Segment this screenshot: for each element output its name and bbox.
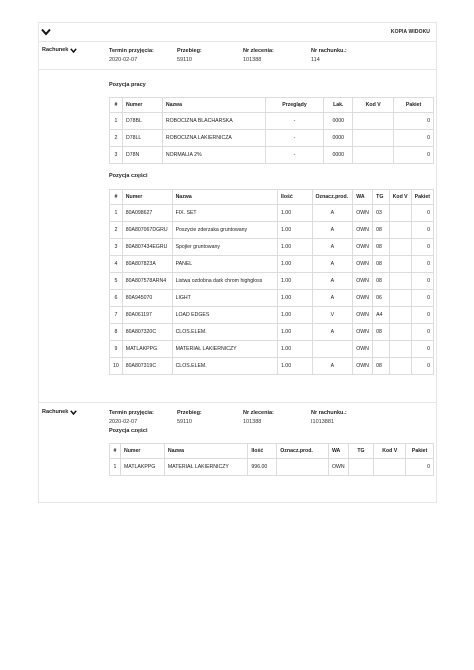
- table-cell: [389, 341, 411, 358]
- chevron-down-icon: [70, 48, 77, 53]
- rachunek-label: Rachunek: [42, 409, 69, 415]
- col-header: Kod V: [374, 444, 406, 459]
- table-cell: -: [265, 113, 324, 130]
- table-cell: 08: [373, 358, 389, 375]
- table-row: [110, 130, 434, 147]
- table-cell: MATLAKPPG: [122, 341, 172, 358]
- table-cell: FIX. SET: [172, 205, 277, 222]
- table-cell: OWN: [353, 239, 373, 256]
- copy-view-button[interactable]: KOPIA WIDOKU: [390, 29, 430, 35]
- table-cell: MATLAKPPG: [120, 459, 164, 476]
- table-cell: A: [312, 239, 353, 256]
- termin-value: 2020-02-07: [109, 419, 138, 425]
- col-header: Ilość: [277, 190, 312, 205]
- table-cell: 0: [411, 290, 433, 307]
- przebieg-value: 59110: [177, 57, 192, 63]
- table-cell: 2: [110, 222, 123, 239]
- table-cell: A: [312, 324, 353, 341]
- col-header: #: [110, 444, 121, 459]
- table-cell: 08: [373, 324, 389, 341]
- table-cell: 1.00: [277, 307, 312, 324]
- table-cell: A: [312, 273, 353, 290]
- table-cell: [389, 358, 411, 375]
- table-cell: Spojler gruntowany: [172, 239, 277, 256]
- table-cell: V: [312, 307, 353, 324]
- table-row: [110, 222, 434, 239]
- divider: [39, 402, 436, 403]
- parts-table-2: [109, 443, 434, 476]
- col-header: Oznacz.prod.: [312, 190, 353, 205]
- col-header: Oznacz.prod.: [277, 444, 329, 459]
- table-cell: 80A807578ARN4: [122, 273, 172, 290]
- table-cell: MATERIAŁ LAKIERNICZY: [164, 459, 248, 476]
- table-cell: 08: [373, 273, 389, 290]
- table-cell: [389, 290, 411, 307]
- table-cell: 0: [411, 341, 433, 358]
- table-cell: [353, 147, 394, 164]
- table-cell: Listwa ozdobna dark chrom highgloss: [172, 273, 277, 290]
- table-row: [110, 239, 434, 256]
- table-cell: [374, 459, 406, 476]
- table-cell: A: [312, 358, 353, 375]
- table-cell: 0: [411, 239, 433, 256]
- table-cell: 08: [373, 256, 389, 273]
- col-header: Pakiet: [406, 444, 434, 459]
- table-cell: OWN: [328, 459, 348, 476]
- table-row: [110, 324, 434, 341]
- table-cell: OWN: [353, 341, 373, 358]
- table-cell: D78BL: [122, 113, 162, 130]
- table-cell: 1.00: [277, 358, 312, 375]
- table-cell: 80A807320C: [122, 324, 172, 341]
- termin-field: [109, 409, 154, 436]
- nr-zlecenia-value: 101388: [243, 57, 262, 63]
- nr-rachunku-value: 114: [311, 57, 320, 63]
- table-row: [110, 307, 434, 324]
- col-header: Kod V: [353, 98, 394, 113]
- table-cell: 0: [394, 147, 434, 164]
- table-cell: [389, 222, 411, 239]
- table-cell: [353, 113, 394, 130]
- table-cell: A: [312, 256, 353, 273]
- nr-rachunku-field: [311, 409, 347, 427]
- parts-table: [109, 189, 434, 375]
- table-cell: 0: [411, 307, 433, 324]
- table-cell: [389, 239, 411, 256]
- table-header-row: [110, 444, 434, 459]
- table-cell: 9: [110, 341, 123, 358]
- parts-section-title: Pozycja części: [109, 173, 148, 179]
- table-cell: OWN: [353, 324, 373, 341]
- table-cell: 0: [406, 459, 434, 476]
- table-cell: LIGHT: [172, 290, 277, 307]
- nr-zlecenia-value: 101388: [243, 419, 262, 425]
- table-cell: -: [265, 130, 324, 147]
- table-cell: 6: [110, 290, 123, 307]
- table-cell: [277, 459, 329, 476]
- table-cell: OWN: [353, 358, 373, 375]
- table-cell: OWN: [353, 205, 373, 222]
- table-cell: OWN: [353, 222, 373, 239]
- table-cell: NORMALIA 2%: [162, 147, 265, 164]
- termin-label: Termin przyjęcia:: [109, 48, 154, 54]
- table-cell: [389, 273, 411, 290]
- divider: [39, 69, 436, 70]
- col-header: TG: [348, 444, 374, 459]
- table-cell: 996.00: [248, 459, 277, 476]
- table-cell: 3: [110, 239, 123, 256]
- table-cell: -: [265, 147, 324, 164]
- table-cell: MATERIAŁ LAKIERNICZY: [172, 341, 277, 358]
- table-row: [110, 205, 434, 222]
- nr-rachunku-field: [311, 47, 347, 65]
- table-row: [110, 341, 434, 358]
- table-cell: D78LL: [122, 130, 162, 147]
- col-header: Numer: [122, 190, 172, 205]
- table-cell: 0: [411, 273, 433, 290]
- nr-zlecenia-field: [243, 409, 274, 427]
- przebieg-field: [177, 47, 202, 65]
- table-cell: 0000: [324, 147, 353, 164]
- table-cell: 80A807067DGRU: [122, 222, 172, 239]
- chevron-down-icon[interactable]: [41, 28, 51, 36]
- table-cell: 80A807823A: [122, 256, 172, 273]
- table-cell: 1.00: [277, 341, 312, 358]
- table-cell: 1.00: [277, 256, 312, 273]
- rachunek-toggle[interactable]: [42, 409, 77, 415]
- table-cell: Poszycie zderzaka gruntowany: [172, 222, 277, 239]
- table-cell: 2: [110, 130, 123, 147]
- table-cell: 0: [394, 130, 434, 147]
- table-cell: PANEL: [172, 256, 277, 273]
- table-cell: 0: [394, 113, 434, 130]
- col-header: Kod V: [389, 190, 411, 205]
- table-cell: 1: [110, 459, 121, 476]
- nr-zlecenia-field: [243, 47, 274, 65]
- table-cell: ROBOCIZNA LAKIERNICZA: [162, 130, 265, 147]
- rachunek-toggle[interactable]: [42, 47, 77, 53]
- col-header: Numer: [122, 98, 162, 113]
- table-cell: OWN: [353, 273, 373, 290]
- col-header: WA: [353, 190, 373, 205]
- przebieg-value: 59110: [177, 419, 192, 425]
- col-header: Nazwa: [162, 98, 265, 113]
- table-cell: 1.00: [277, 222, 312, 239]
- col-header: #: [110, 190, 123, 205]
- table-row: [110, 273, 434, 290]
- table-cell: 4: [110, 256, 123, 273]
- col-header: Pakiet: [411, 190, 433, 205]
- table-cell: CLOS.ELEM.: [172, 324, 277, 341]
- nr-rachunku-label: Nr rachunku.:: [311, 410, 347, 416]
- col-header: Nazwa: [172, 190, 277, 205]
- table-cell: 0000: [324, 113, 353, 130]
- table-cell: 80A807319C: [122, 358, 172, 375]
- table-cell: 80A098627: [122, 205, 172, 222]
- table-cell: [389, 324, 411, 341]
- table-cell: 08: [373, 222, 389, 239]
- table-cell: 0000: [324, 130, 353, 147]
- table-cell: 1.00: [277, 290, 312, 307]
- table-cell: 80A061197: [122, 307, 172, 324]
- table-cell: 0: [411, 358, 433, 375]
- nr-zlecenia-label: Nr zlecenia:: [243, 410, 274, 416]
- table-cell: [348, 459, 374, 476]
- table-cell: 3: [110, 147, 123, 164]
- table-cell: 0: [411, 256, 433, 273]
- table-cell: D78N: [122, 147, 162, 164]
- table-cell: 0: [411, 205, 433, 222]
- przebieg-label: Przebieg:: [177, 48, 202, 54]
- col-header: WA: [328, 444, 348, 459]
- chevron-down-icon: [70, 410, 77, 415]
- work-section-title: Pozycja pracy: [109, 82, 146, 88]
- table-cell: 06: [373, 290, 389, 307]
- table-cell: [312, 341, 353, 358]
- col-header: Przeglądy: [265, 98, 324, 113]
- work-table: [109, 97, 434, 164]
- table-cell: [373, 341, 389, 358]
- col-header: Lak.: [324, 98, 353, 113]
- table-cell: CLOS.ELEM.: [172, 358, 277, 375]
- table-cell: [353, 130, 394, 147]
- table-cell: 7: [110, 307, 123, 324]
- table-header-row: [110, 98, 434, 113]
- col-header: Ilość: [248, 444, 277, 459]
- rachunek-label: Rachunek: [42, 47, 69, 53]
- przebieg-label: Przebieg:: [177, 410, 202, 416]
- table-cell: OWN: [353, 256, 373, 273]
- table-cell: 1.00: [277, 239, 312, 256]
- table-cell: A: [312, 222, 353, 239]
- table-cell: 1: [110, 205, 123, 222]
- table-row: [110, 290, 434, 307]
- top-bar: [39, 23, 436, 42]
- table-row: [110, 459, 434, 476]
- table-cell: LOAD EDGES: [172, 307, 277, 324]
- table-cell: OWN: [353, 307, 373, 324]
- table-row: [110, 113, 434, 130]
- table-row: [110, 256, 434, 273]
- przebieg-field: [177, 409, 202, 427]
- table-cell: A: [312, 290, 353, 307]
- col-header: #: [110, 98, 123, 113]
- nr-rachunku-label: Nr rachunku.:: [311, 48, 347, 54]
- table-header-row: [110, 190, 434, 205]
- col-header: TG: [373, 190, 389, 205]
- table-cell: 0: [411, 324, 433, 341]
- table-cell: 1.00: [277, 324, 312, 341]
- table-cell: 5: [110, 273, 123, 290]
- nr-zlecenia-label: Nr zlecenia:: [243, 48, 274, 54]
- table-cell: 80A807434EGRU: [122, 239, 172, 256]
- table-cell: 1: [110, 113, 123, 130]
- table-cell: 03: [373, 205, 389, 222]
- table-cell: [389, 256, 411, 273]
- table-cell: A: [312, 205, 353, 222]
- termin-field: [109, 47, 154, 65]
- table-cell: ROBOCIZNA BLACHARSKA: [162, 113, 265, 130]
- invoice-view-panel: [38, 22, 437, 503]
- termin-label: Termin przyjęcia:: [109, 410, 154, 416]
- col-header: Nazwa: [164, 444, 248, 459]
- table-cell: 80A945070: [122, 290, 172, 307]
- table-cell: OWN: [353, 290, 373, 307]
- table-cell: 1.00: [277, 273, 312, 290]
- table-cell: 0: [411, 222, 433, 239]
- table-cell: [389, 307, 411, 324]
- termin-value: 2020-02-07: [109, 57, 138, 63]
- nr-rachunku-value: I1013881: [311, 419, 334, 425]
- table-cell: A4: [373, 307, 389, 324]
- parts-section-title: Pozycja części: [109, 428, 148, 434]
- table-cell: 08: [373, 239, 389, 256]
- table-cell: 1.00: [277, 205, 312, 222]
- table-cell: 10: [110, 358, 123, 375]
- col-header: Pakiet: [394, 98, 434, 113]
- table-cell: 8: [110, 324, 123, 341]
- table-row: [110, 358, 434, 375]
- col-header: Numer: [120, 444, 164, 459]
- table-row: [110, 147, 434, 164]
- table-cell: [389, 205, 411, 222]
